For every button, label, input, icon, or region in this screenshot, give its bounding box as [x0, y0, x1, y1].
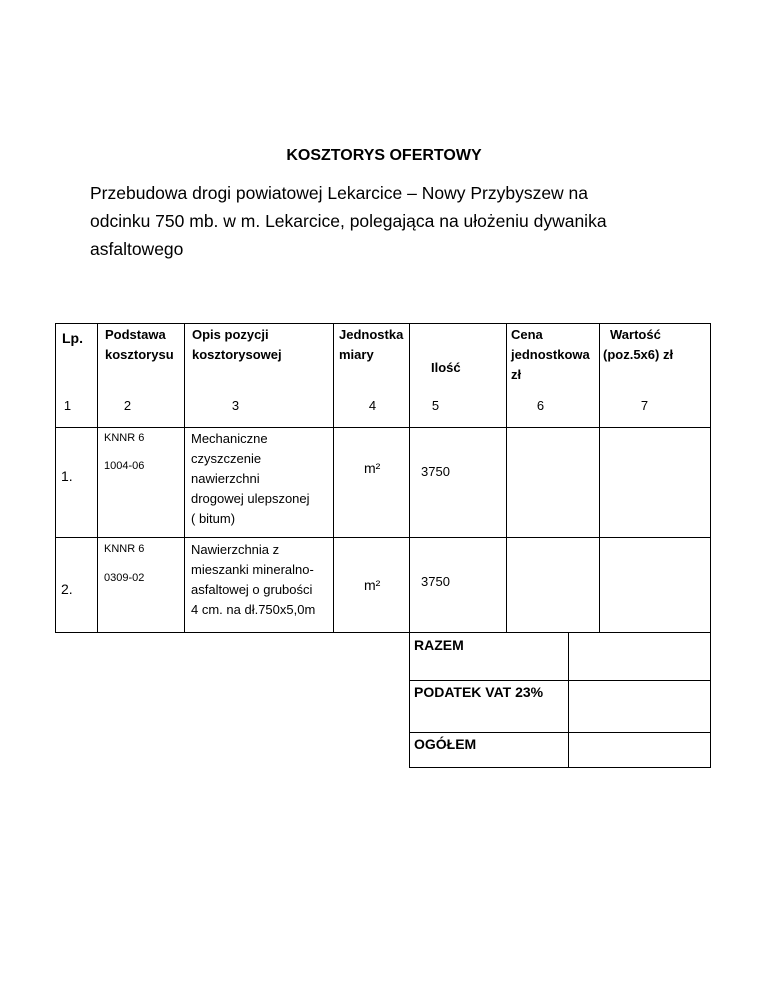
row-opis: Nawierzchnia z mieszanki mineralno- asfaltowej o grubości 4 cm. na dł.750x5,0m [191, 542, 316, 617]
table-col-divider [333, 323, 334, 633]
column-number: 1 [63, 398, 72, 413]
table-col-divider [599, 323, 600, 633]
column-number: 2 [123, 398, 132, 413]
column-number: 7 [640, 398, 649, 413]
document-title: KOSZTORYS OFERTOWY [286, 147, 482, 164]
table-col-divider [184, 323, 185, 633]
table-border-top [55, 323, 711, 324]
table-border-bottom [55, 632, 711, 633]
header-ilosc: Ilość [431, 360, 461, 375]
table-row-divider [55, 427, 711, 428]
header-podstawa: Podstawa kosztorysu [105, 327, 174, 362]
column-number: 6 [536, 398, 545, 413]
row-ilosc: 3750 [421, 574, 450, 589]
row-jednostka: m² [364, 577, 381, 593]
header-wartosc: Wartość (poz.5x6) zł [603, 327, 674, 362]
row-podstawa-code: KNNR 6 [104, 432, 145, 444]
summary-ogolem-label: OGÓŁEM [414, 736, 477, 752]
table-col-divider [506, 323, 507, 633]
header-cena: Cena jednostkowa zł [511, 327, 590, 382]
summary-divider [409, 680, 711, 681]
row-lp: 2. [61, 581, 73, 597]
header-lp: Lp. [62, 330, 83, 346]
table-col-divider [97, 323, 98, 633]
header-jednostka: Jednostka miary [339, 327, 404, 362]
row-podstawa-code: KNNR 6 [104, 543, 145, 555]
summary-col-divider [568, 632, 569, 768]
subtitle-line: Przebudowa drogi powiatowej Lekarcice – Nowy Przybyszew na [90, 183, 589, 203]
table-row-divider [55, 537, 711, 538]
column-number: 5 [431, 398, 440, 413]
header-opis: Opis pozycji kosztorysowej [192, 327, 282, 362]
table-col-divider [409, 323, 410, 768]
row-podstawa-number: 1004-06 [104, 460, 145, 472]
document-subtitle [90, 179, 690, 263]
summary-border-bottom [409, 767, 711, 768]
summary-vat-label: PODATEK VAT 23% [414, 684, 544, 700]
column-number: 4 [368, 398, 377, 413]
table-border-right [710, 323, 711, 768]
row-ilosc: 3750 [421, 464, 450, 479]
row-opis: Mechaniczne czyszczenie nawierzchni drogowej ulepszonej ( bitum) [191, 431, 310, 526]
summary-razem-label: RAZEM [414, 637, 464, 653]
subtitle-line: asfaltowego [90, 239, 184, 259]
column-number: 3 [231, 398, 240, 413]
subtitle-line: odcinku 750 mb. w m. Lekarcice, polegająca na ułożeniu dywanika [90, 211, 607, 231]
row-lp: 1. [61, 468, 73, 484]
table-border-left [55, 323, 56, 633]
row-podstawa-number: 0309-02 [104, 572, 145, 584]
summary-divider [409, 732, 711, 733]
row-jednostka: m² [364, 460, 381, 476]
